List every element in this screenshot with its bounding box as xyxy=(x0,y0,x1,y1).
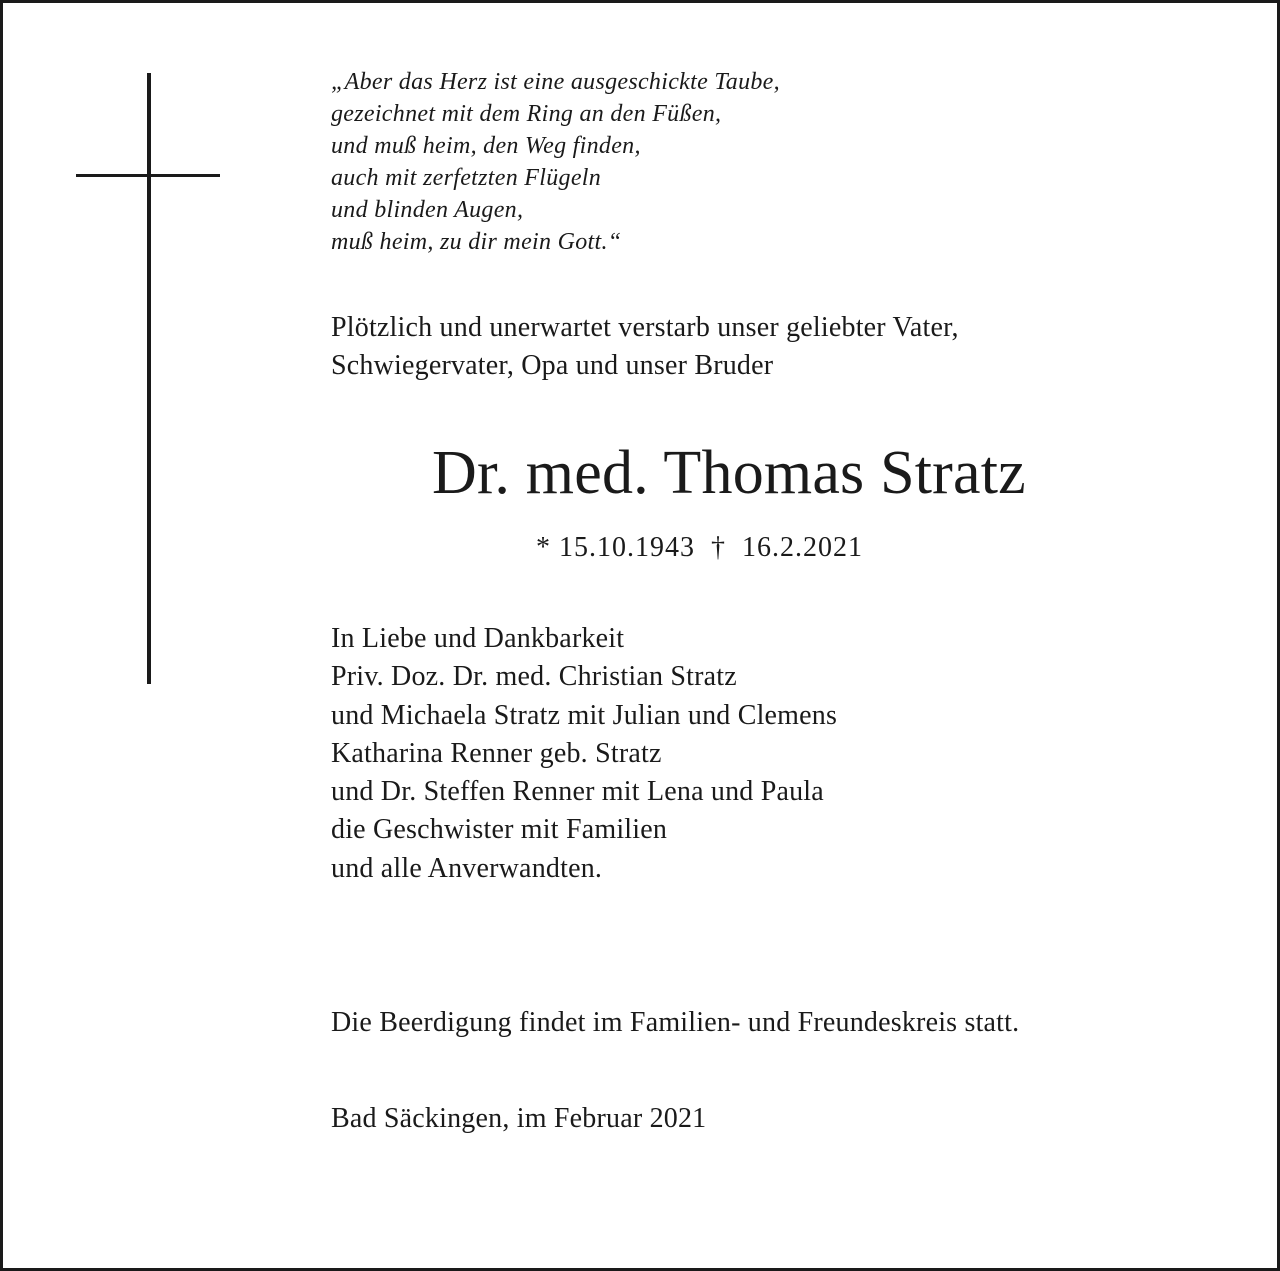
mourners-list xyxy=(331,620,837,888)
quote-line: auch mit zerfetzten Flügeln xyxy=(331,165,602,191)
intro-line: Schwiegervater, Opa und unser Bruder xyxy=(331,350,774,381)
deceased-name: Dr. med. Thomas Stratz xyxy=(432,439,1026,507)
mourner-line: und Dr. Steffen Renner mit Lena und Paula xyxy=(331,776,824,808)
quote-line: und blinden Augen, xyxy=(331,197,524,223)
death-announcement-intro xyxy=(331,309,959,385)
place-and-date: Bad Säckingen, im Februar 2021 xyxy=(331,1103,707,1134)
dagger-icon: † xyxy=(711,532,726,563)
mourner-line: die Geschwister mit Familien xyxy=(331,814,668,846)
death-date: 16.2.2021 xyxy=(742,532,863,563)
quote-line: muß heim, zu dir mein Gott.“ xyxy=(331,229,622,255)
quote-line: und muß heim, den Weg finden, xyxy=(331,133,641,159)
funeral-note: Die Beerdigung findet im Familien- und Freundeskreis statt. xyxy=(331,1007,1020,1038)
cross-vertical-bar xyxy=(147,73,151,684)
poem-quote xyxy=(331,66,780,258)
mourner-line: Priv. Doz. Dr. med. Christian Stratz xyxy=(331,661,737,693)
mourner-line: und Michaela Stratz mit Julian und Clemens xyxy=(331,699,838,731)
life-dates xyxy=(536,530,863,566)
mourner-line: In Liebe und Dankbarkeit xyxy=(331,623,625,654)
quote-line: „Aber das Herz ist eine ausgeschickte Taube, xyxy=(331,69,780,95)
quote-line: gezeichnet mit dem Ring an den Füßen, xyxy=(331,101,722,127)
mourner-line: Katharina Renner geb. Stratz xyxy=(331,737,662,769)
mourner-line: und alle Anverwandten. xyxy=(331,852,603,884)
cross-horizontal-bar xyxy=(76,174,220,177)
birth-date: * 15.10.1943 xyxy=(536,532,695,563)
intro-line: Plötzlich und unerwartet verstarb unser geliebter Vater, xyxy=(331,312,959,343)
